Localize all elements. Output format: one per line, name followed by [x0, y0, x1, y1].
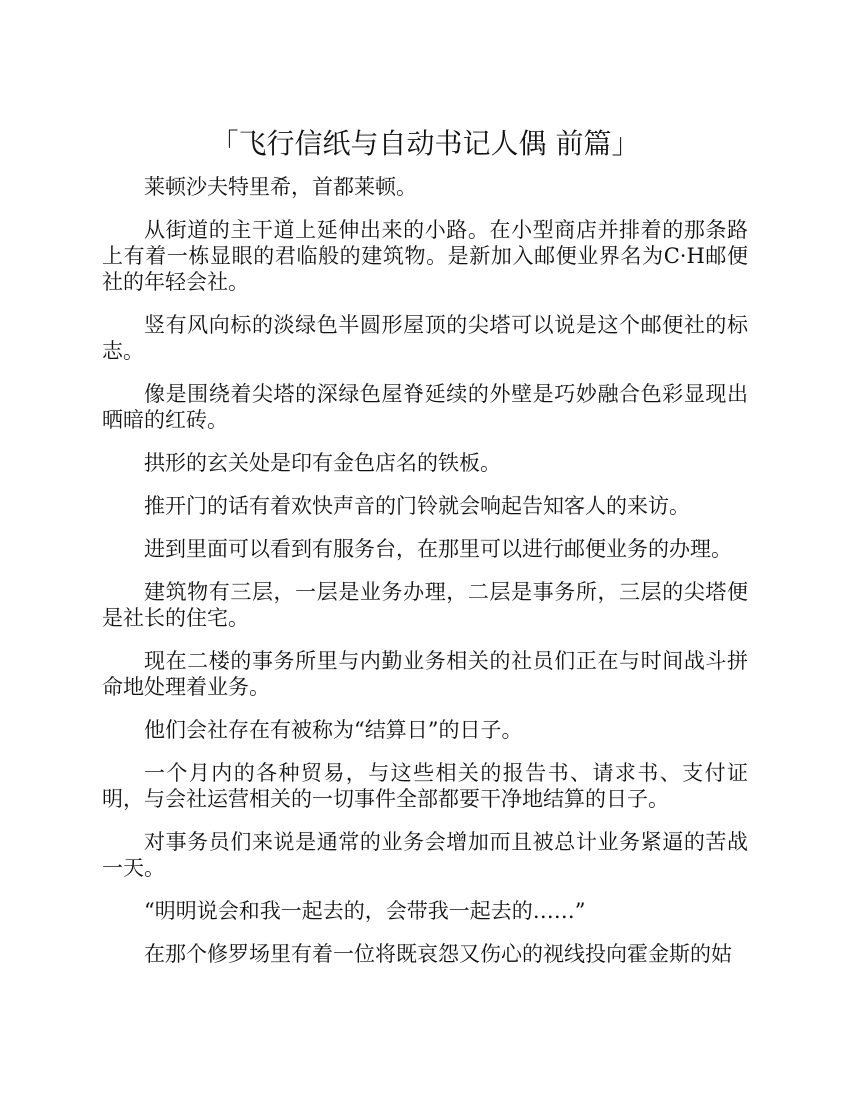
paragraph: 从街道的主干道上延伸出来的小路。在小型商店并排着的那条路上有着一栋显眼的君临般的建筑物。是新加入邮便业界名为C·H邮便社的年轻会社。 — [102, 218, 748, 294]
paragraph: 一个月内的各种贸易，与这些相关的报告书、请求书、支付证明，与会社运营相关的一切事件全部都要干净地结算的日子。 — [102, 761, 748, 811]
paragraph: 像是围绕着尖塔的深绿色屋脊延续的外壁是巧妙融合色彩显现出晒暗的红砖。 — [102, 382, 748, 432]
document-body — [102, 174, 748, 984]
paragraph: 建筑物有三层，一层是业务办理，二层是事务所，三层的尖塔便是社长的住宅。 — [102, 580, 748, 630]
paragraph: 拱形的玄关处是印有金色店名的铁板。 — [144, 451, 501, 475]
paragraph: 进到里面可以看到有服务台，在那里可以进行邮便业务的办理。 — [144, 537, 732, 561]
chapter-title: 「飞行信纸与自动书记人偶 前篇」 — [210, 127, 640, 160]
paragraph: 对事务员们来说是通常的业务会增加而且被总计业务紧逼的苦战一天。 — [102, 830, 748, 880]
paragraph: “明明说会和我一起去的，会带我一起去的……” — [144, 899, 586, 923]
paragraph: 他们会社存在有被称为“结算日”的日子。 — [144, 718, 523, 742]
paragraph: 在那个修罗场里有着一位将既哀怨又伤心的视线投向霍金斯的姑 — [144, 942, 732, 966]
paragraph: 莱顿沙夫特里希，首都莱顿。 — [144, 175, 417, 199]
paragraph: 竖有风向标的淡绿色半圆形屋顶的尖塔可以说是这个邮便社的标志。 — [102, 313, 748, 363]
paragraph: 推开门的话有着欢快声音的门铃就会响起告知客人的来访。 — [144, 494, 690, 518]
paragraph: 现在二楼的事务所里与内勤业务相关的社员们正在与时间战斗拼命地处理着业务。 — [102, 649, 748, 699]
